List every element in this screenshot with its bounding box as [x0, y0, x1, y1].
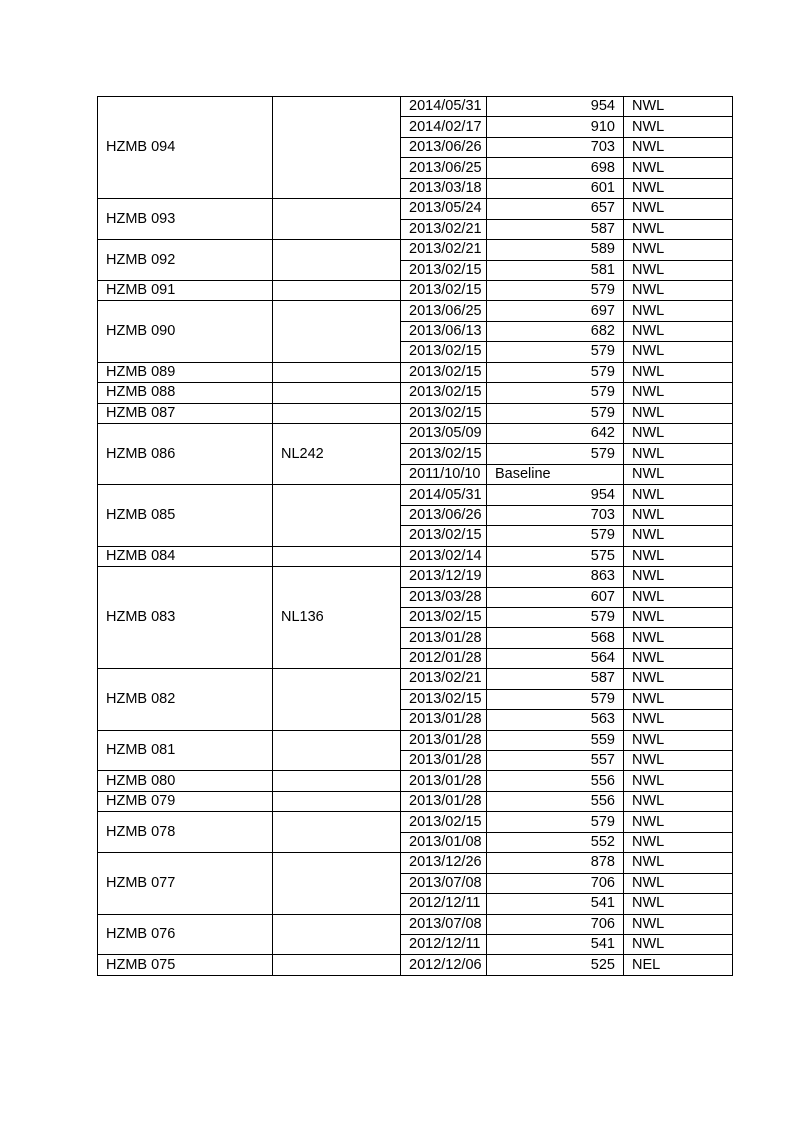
value-cell: 559	[487, 730, 624, 750]
table-row	[98, 812, 733, 832]
code-cell: NWL	[624, 383, 733, 403]
station-id-cell: HZMB 086	[98, 424, 273, 485]
code-cell: NWL	[624, 137, 733, 157]
date-cell: 2013/06/26	[401, 137, 487, 157]
value-cell: 579	[487, 383, 624, 403]
table-row	[98, 771, 733, 791]
date-cell: 2013/01/28	[401, 730, 487, 750]
date-cell: 2013/06/13	[401, 321, 487, 341]
table-row	[98, 730, 733, 750]
date-cell: 2013/02/21	[401, 240, 487, 260]
station-id-cell: HZMB 080	[98, 771, 273, 791]
date-cell: 2013/02/14	[401, 546, 487, 566]
code-cell: NWL	[624, 505, 733, 525]
code-cell: NWL	[624, 444, 733, 464]
code-cell: NWL	[624, 669, 733, 689]
value-cell: 706	[487, 873, 624, 893]
station-id-cell: HZMB 085	[98, 485, 273, 546]
station-id-cell: HZMB 082	[98, 669, 273, 730]
table-row	[98, 301, 733, 321]
code-cell: NWL	[624, 934, 733, 954]
reference-cell	[273, 771, 401, 791]
station-id-cell: HZMB 092	[98, 240, 273, 281]
value-cell: 706	[487, 914, 624, 934]
table-row	[98, 424, 733, 444]
code-cell: NWL	[624, 607, 733, 627]
code-cell: NWL	[624, 812, 733, 832]
date-cell: 2013/01/08	[401, 832, 487, 852]
date-cell: 2013/06/26	[401, 505, 487, 525]
date-cell: 2013/01/28	[401, 628, 487, 648]
value-cell: 568	[487, 628, 624, 648]
date-cell: 2013/02/21	[401, 219, 487, 239]
date-cell: 2013/02/15	[401, 812, 487, 832]
code-cell: NWL	[624, 546, 733, 566]
reference-cell	[273, 914, 401, 955]
date-cell: 2013/02/15	[401, 607, 487, 627]
code-cell: NWL	[624, 464, 733, 484]
table-row	[98, 914, 733, 934]
date-cell: 2013/03/18	[401, 178, 487, 198]
station-id-cell: HZMB 079	[98, 791, 273, 811]
table-row	[98, 791, 733, 811]
code-cell: NWL	[624, 117, 733, 137]
table-row	[98, 567, 733, 587]
station-id-cell: HZMB 077	[98, 853, 273, 914]
value-cell: Baseline	[487, 464, 624, 484]
value-cell: 579	[487, 342, 624, 362]
value-cell: 587	[487, 219, 624, 239]
code-cell: NWL	[624, 873, 733, 893]
value-cell: 954	[487, 97, 624, 117]
date-cell: 2013/01/28	[401, 791, 487, 811]
code-cell: NWL	[624, 485, 733, 505]
value-cell: 579	[487, 362, 624, 382]
date-cell: 2013/02/15	[401, 444, 487, 464]
table-row	[98, 97, 733, 117]
code-cell: NWL	[624, 280, 733, 300]
date-cell: 2013/02/21	[401, 669, 487, 689]
station-id-cell: HZMB 075	[98, 955, 273, 975]
value-cell: 587	[487, 669, 624, 689]
table-row	[98, 546, 733, 566]
value-cell: 581	[487, 260, 624, 280]
date-cell: 2013/01/28	[401, 751, 487, 771]
reference-cell	[273, 955, 401, 975]
table-body	[98, 97, 733, 976]
table-row	[98, 362, 733, 382]
reference-cell	[273, 362, 401, 382]
station-id-cell: HZMB 090	[98, 301, 273, 362]
value-cell: 589	[487, 240, 624, 260]
reference-cell	[273, 301, 401, 362]
code-cell: NWL	[624, 567, 733, 587]
reference-cell	[273, 669, 401, 730]
date-cell: 2012/01/28	[401, 648, 487, 668]
station-id-cell: HZMB 088	[98, 383, 273, 403]
station-id-cell: HZMB 084	[98, 546, 273, 566]
station-id-cell: HZMB 087	[98, 403, 273, 423]
code-cell: NWL	[624, 853, 733, 873]
value-cell: 579	[487, 526, 624, 546]
code-cell: NWL	[624, 832, 733, 852]
code-cell: NWL	[624, 342, 733, 362]
date-cell: 2013/03/28	[401, 587, 487, 607]
date-cell: 2013/01/28	[401, 710, 487, 730]
table-row	[98, 853, 733, 873]
code-cell: NWL	[624, 97, 733, 117]
code-cell: NWL	[624, 628, 733, 648]
code-cell: NEL	[624, 955, 733, 975]
station-id-cell: HZMB 091	[98, 280, 273, 300]
date-cell: 2013/12/19	[401, 567, 487, 587]
code-cell: NWL	[624, 648, 733, 668]
station-id-cell: HZMB 094	[98, 97, 273, 199]
value-cell: 563	[487, 710, 624, 730]
date-cell: 2014/02/17	[401, 117, 487, 137]
station-id-cell: HZMB 089	[98, 362, 273, 382]
table-row	[98, 669, 733, 689]
value-cell: 703	[487, 137, 624, 157]
date-cell: 2014/05/31	[401, 97, 487, 117]
station-id-cell: HZMB 076	[98, 914, 273, 955]
value-cell: 564	[487, 648, 624, 668]
value-cell: 657	[487, 199, 624, 219]
table-row	[98, 240, 733, 260]
code-cell: NWL	[624, 751, 733, 771]
value-cell: 910	[487, 117, 624, 137]
code-cell: NWL	[624, 894, 733, 914]
code-cell: NWL	[624, 158, 733, 178]
date-cell: 2014/05/31	[401, 485, 487, 505]
value-cell: 579	[487, 280, 624, 300]
table-row	[98, 383, 733, 403]
value-cell: 954	[487, 485, 624, 505]
code-cell: NWL	[624, 730, 733, 750]
value-cell: 541	[487, 894, 624, 914]
reference-cell	[273, 199, 401, 240]
date-cell: 2011/10/10	[401, 464, 487, 484]
date-cell: 2013/02/15	[401, 260, 487, 280]
date-cell: 2013/02/15	[401, 280, 487, 300]
date-cell: 2013/02/15	[401, 526, 487, 546]
date-cell: 2013/02/15	[401, 403, 487, 423]
date-cell: 2013/07/08	[401, 914, 487, 934]
reference-cell	[273, 730, 401, 771]
station-id-cell: HZMB 078	[98, 812, 273, 853]
date-cell: 2013/06/25	[401, 301, 487, 321]
value-cell: 601	[487, 178, 624, 198]
code-cell: NWL	[624, 526, 733, 546]
value-cell: 579	[487, 607, 624, 627]
value-cell: 557	[487, 751, 624, 771]
date-cell: 2013/01/28	[401, 771, 487, 791]
station-id-cell: HZMB 083	[98, 567, 273, 669]
date-cell: 2013/05/09	[401, 424, 487, 444]
code-cell: NWL	[624, 689, 733, 709]
value-cell: 682	[487, 321, 624, 341]
reference-cell	[273, 812, 401, 853]
value-cell: 698	[487, 158, 624, 178]
code-cell: NWL	[624, 710, 733, 730]
value-cell: 607	[487, 587, 624, 607]
code-cell: NWL	[624, 301, 733, 321]
code-cell: NWL	[624, 424, 733, 444]
data-table	[97, 96, 733, 976]
value-cell: 552	[487, 832, 624, 852]
value-cell: 703	[487, 505, 624, 525]
date-cell: 2013/02/15	[401, 342, 487, 362]
reference-cell	[273, 97, 401, 199]
value-cell: 579	[487, 812, 624, 832]
code-cell: NWL	[624, 587, 733, 607]
code-cell: NWL	[624, 178, 733, 198]
reference-cell	[273, 240, 401, 281]
value-cell: 556	[487, 791, 624, 811]
station-id-cell: HZMB 093	[98, 199, 273, 240]
date-cell: 2013/05/24	[401, 199, 487, 219]
table-row	[98, 955, 733, 975]
station-id-cell: HZMB 081	[98, 730, 273, 771]
date-cell: 2013/06/25	[401, 158, 487, 178]
value-cell: 697	[487, 301, 624, 321]
value-cell: 579	[487, 689, 624, 709]
code-cell: NWL	[624, 219, 733, 239]
code-cell: NWL	[624, 914, 733, 934]
table-row	[98, 403, 733, 423]
code-cell: NWL	[624, 260, 733, 280]
reference-cell	[273, 791, 401, 811]
reference-cell	[273, 485, 401, 546]
value-cell: 556	[487, 771, 624, 791]
reference-cell	[273, 403, 401, 423]
date-cell: 2012/12/06	[401, 955, 487, 975]
value-cell: 525	[487, 955, 624, 975]
code-cell: NWL	[624, 240, 733, 260]
value-cell: 575	[487, 546, 624, 566]
value-cell: 579	[487, 444, 624, 464]
date-cell: 2013/02/15	[401, 689, 487, 709]
date-cell: 2013/02/15	[401, 383, 487, 403]
code-cell: NWL	[624, 771, 733, 791]
value-cell: 642	[487, 424, 624, 444]
reference-cell	[273, 546, 401, 566]
date-cell: 2013/07/08	[401, 873, 487, 893]
date-cell: 2013/12/26	[401, 853, 487, 873]
value-cell: 579	[487, 403, 624, 423]
value-cell: 878	[487, 853, 624, 873]
table-row	[98, 280, 733, 300]
code-cell: NWL	[624, 199, 733, 219]
value-cell: 863	[487, 567, 624, 587]
date-cell: 2013/02/15	[401, 362, 487, 382]
code-cell: NWL	[624, 791, 733, 811]
reference-cell	[273, 853, 401, 914]
reference-cell	[273, 383, 401, 403]
date-cell: 2012/12/11	[401, 934, 487, 954]
code-cell: NWL	[624, 403, 733, 423]
code-cell: NWL	[624, 362, 733, 382]
value-cell: 541	[487, 934, 624, 954]
reference-cell	[273, 280, 401, 300]
date-cell: 2012/12/11	[401, 894, 487, 914]
table-row	[98, 485, 733, 505]
reference-cell: NL242	[273, 424, 401, 485]
reference-cell: NL136	[273, 567, 401, 669]
table-row	[98, 199, 733, 219]
code-cell: NWL	[624, 321, 733, 341]
